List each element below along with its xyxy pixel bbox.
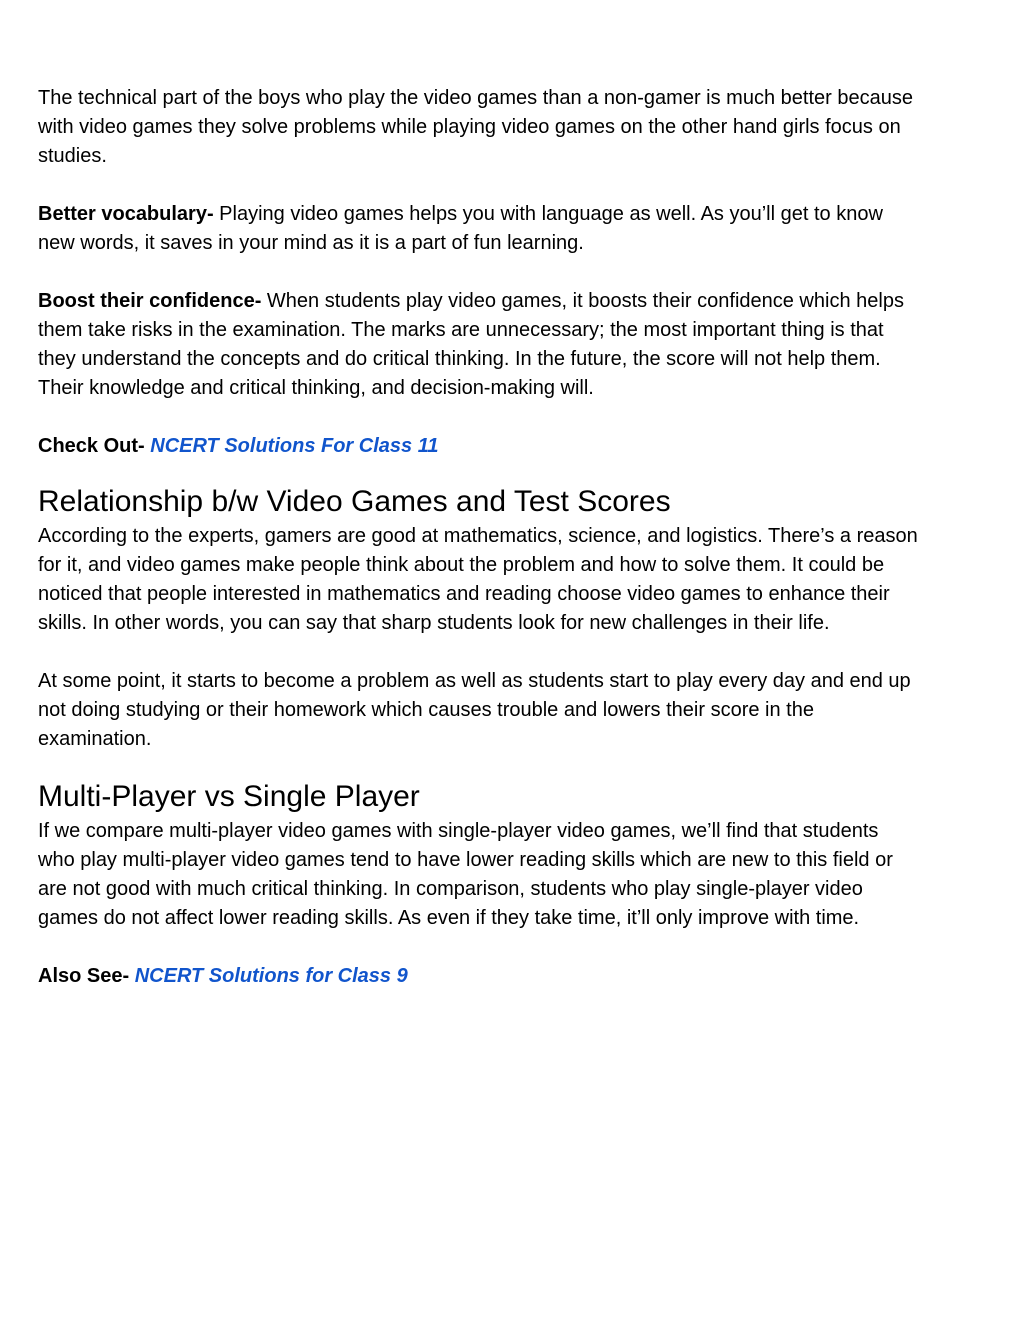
vocabulary-paragraph — [38, 200, 918, 258]
multiplayer-paragraph-1-text: If we compare multi-player video games with single-player video games, we’ll find that students who play multi-player video games tend to have lower reading skills which are new to this field or are not good with much critical thinking. In comparison, students who play single-player video games do not affect lower reading skills. As even if they take time, it’ll only improve with time. — [38, 820, 893, 929]
document-page — [38, 84, 918, 991]
confidence-text: When students play video games, it boosts their confidence which helps them take risks in the examination. The marks are unnecessary; the most important thing is that they understand the concepts and do critical thinking. In the future, the score will not help them. Their knowledge and critical thinking, and decision-making will. — [38, 290, 904, 399]
multiplayer-paragraph-1 — [38, 817, 918, 933]
relationship-heading: Relationship b/w Video Games and Test Scores — [38, 485, 671, 518]
confidence-label: Boost their confidence- — [38, 290, 262, 312]
check-out-line — [38, 432, 918, 461]
also-see-line — [38, 962, 918, 991]
relationship-paragraph-2-text: At some point, it starts to become a problem as well as students start to play every day and end up not doing studying or their homework which causes trouble and lowers their score in the examination. — [38, 670, 911, 750]
intro-paragraph — [38, 84, 918, 171]
confidence-paragraph — [38, 287, 918, 403]
ncert-class-9-link[interactable]: NCERT Solutions for Class 9 — [134, 965, 408, 987]
relationship-paragraph-2 — [38, 667, 918, 754]
ncert-class-11-link[interactable]: NCERT Solutions For Class 11 — [150, 435, 439, 457]
multiplayer-heading: Multi-Player vs Single Player — [38, 780, 420, 813]
relationship-paragraph-1-text: According to the experts, gamers are good at mathematics, science, and logistics. There’s a reason for it, and video games make people think about the problem and how to solve them. It could be noticed that people interested in mathematics and reading choose video games to enhance their skills. In other words, you can say that sharp students look for new challenges in their life. — [38, 525, 918, 634]
vocabulary-label: Better vocabulary- — [38, 203, 214, 225]
intro-text: The technical part of the boys who play the video games than a non-gamer is much better because with video games they solve problems while playing video games on the other hand girls focus on studies. — [38, 87, 913, 167]
vocabulary-text: Playing video games helps you with language as well. As you’ll get to know new words, it saves in your mind as it is a part of fun learning. — [38, 203, 883, 254]
also-see-label: Also See- — [38, 965, 130, 987]
check-out-label: Check Out- — [38, 435, 145, 457]
relationship-paragraph-1 — [38, 522, 918, 638]
